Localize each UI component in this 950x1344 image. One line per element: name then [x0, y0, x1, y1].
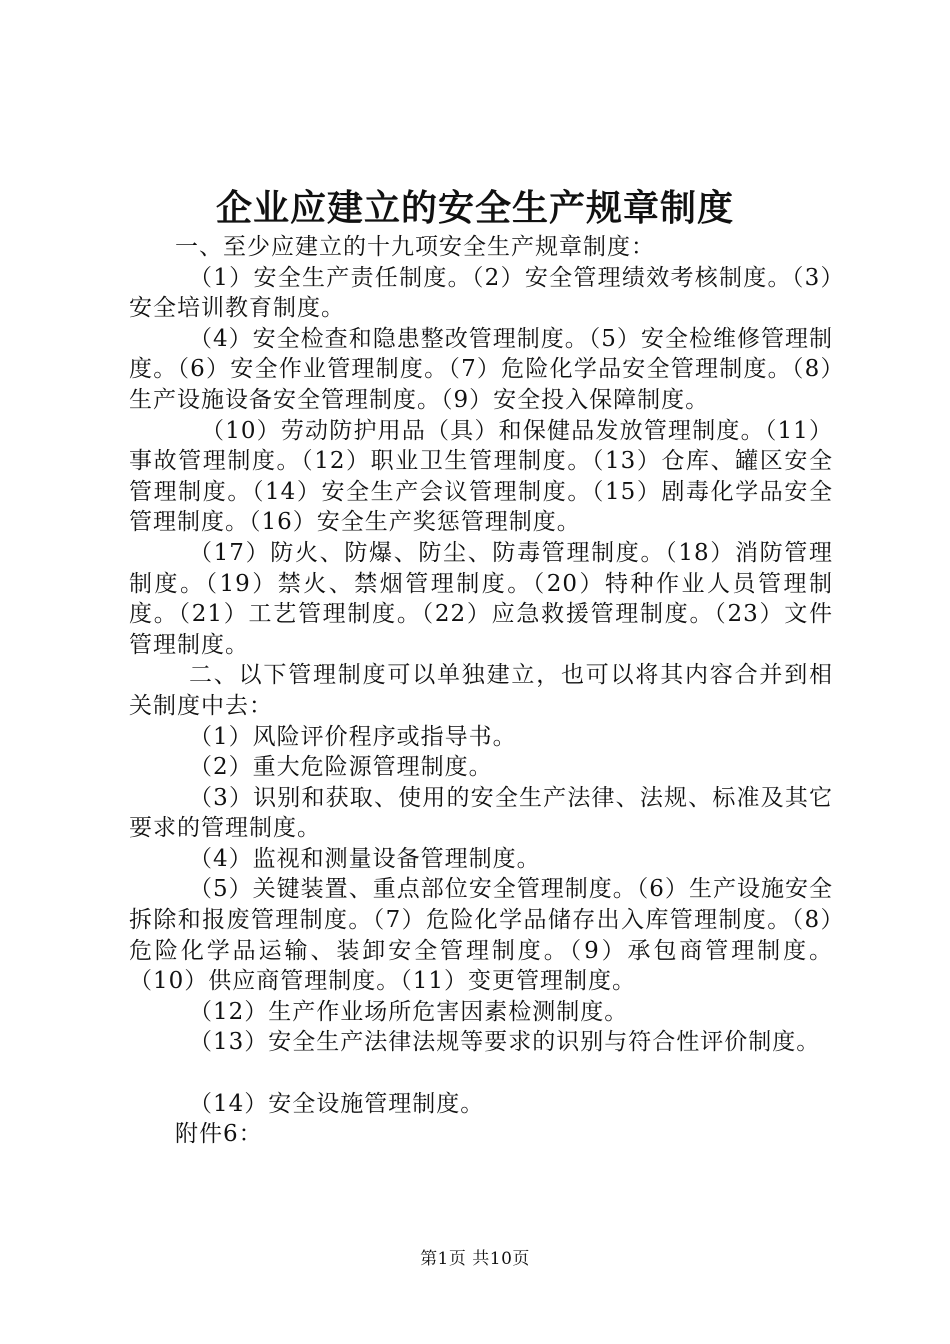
paragraph: （14）安全设施管理制度。	[189, 1090, 485, 1117]
paragraph: （4）安全检查和隐患整改管理制度。（5）安全检维修管理制度。（6）安全作业管理制度。（7）危险化学品安全管理制度。（8）生产设施设备安全管理制度。（9）安全投入保障制度。	[129, 325, 833, 413]
document-body	[129, 232, 833, 1150]
section-heading-2: 二、以下管理制度可以单独建立，也可以将其内容合并到相关制度中去：	[129, 662, 833, 719]
paragraph: （4）监视和测量设备管理制度。	[189, 845, 541, 872]
paragraph: （1）风险评价程序或指导书。	[189, 723, 517, 750]
section-heading-1: 一、至少应建立的十九项安全生产规章制度：	[175, 234, 655, 260]
paragraph: （12）生产作业场所危害因素检测制度。	[189, 998, 629, 1025]
paragraph: （13）安全生产法律法规等要求的识别与符合性评价制度。	[189, 1029, 821, 1056]
paragraph: （3）识别和获取、使用的安全生产法律、法规、标准及其它要求的管理制度。	[129, 784, 833, 842]
attachment-label: 附件6：	[175, 1121, 263, 1148]
page-number: 第1页 共10页	[420, 1249, 530, 1269]
paragraph: （10）劳动防护用品（具）和保健品发放管理制度。（11）事故管理制度。（12）职业卫生管理制度。（13）仓库、罐区安全管理制度。（14）安全生产会议管理制度。（15）剧毒化学品安全管理制度。（16）安全生产奖惩管理制度。	[129, 417, 833, 536]
paragraph: （2）重大危险源管理制度。	[189, 754, 493, 781]
document-title: 企业应建立的安全生产规章制度	[215, 187, 734, 229]
paragraph: （1）安全生产责任制度。（2）安全管理绩效考核制度。（3）安全培训教育制度。	[129, 264, 833, 322]
paragraph: （5）关键装置、重点部位安全管理制度。（6）生产设施安全拆除和报废管理制度。（7）危险化学品储存出入库管理制度。（8）危险化学品运输、装卸安全管理制度。（9）承包商管理制度。（10）供应商管理制度。（11）变更管理制度。	[129, 876, 833, 995]
blank-line	[129, 1058, 833, 1089]
paragraph: （17）防火、防爆、防尘、防毒管理制度。（18）消防管理制度。（19）禁火、禁烟管理制度。（20）特种作业人员管理制度。（21）工艺管理制度。（22）应急救援管理制度。（23）文件管理制度。	[129, 539, 833, 658]
